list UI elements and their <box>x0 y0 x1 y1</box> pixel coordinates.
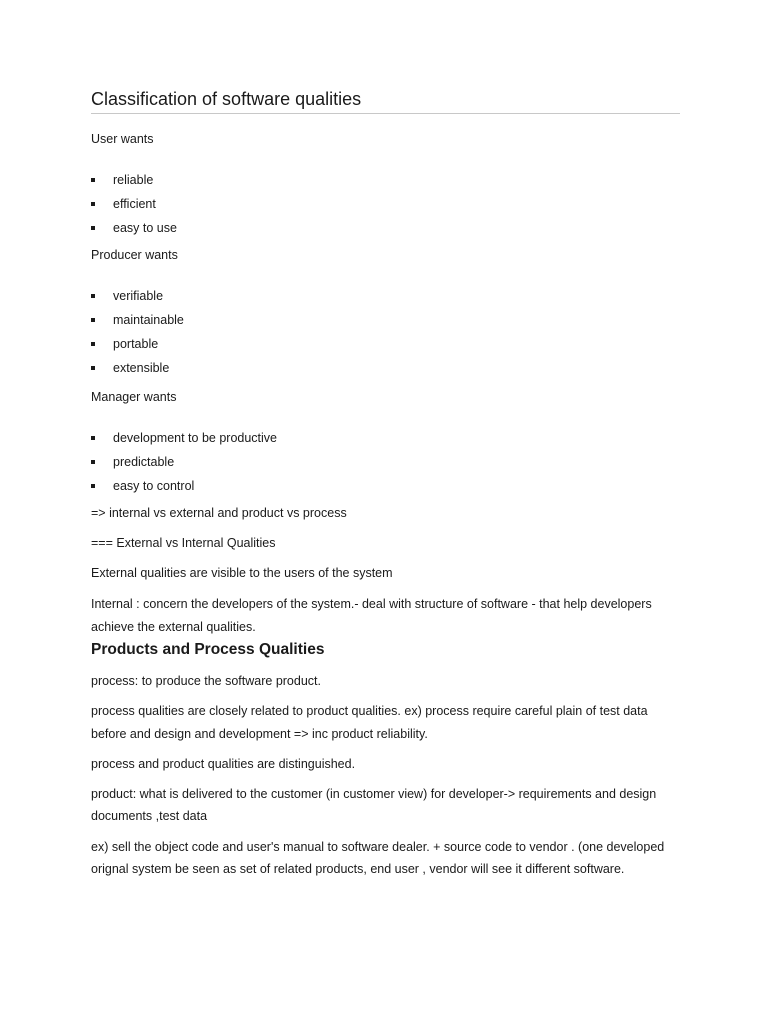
list-item-label: reliable <box>113 173 154 187</box>
title-divider <box>91 113 680 114</box>
list-item-label: development to be productive <box>113 431 277 445</box>
list-item-label: portable <box>113 337 159 351</box>
list-item-label: verifiable <box>113 289 164 303</box>
list-item-label: predictable <box>113 455 175 469</box>
paragraph-line: process qualities are closely related to product qualities. ex) process require careful plain of test data <box>91 704 648 718</box>
list-item-label: easy to use <box>113 221 177 235</box>
square-bullet-icon <box>91 484 95 488</box>
paragraph: === External vs Internal Qualities <box>91 536 276 550</box>
paragraph-line: orignal system be seen as set of related products, end user , vendor will see it different software. <box>91 862 625 876</box>
list-item-label: efficient <box>113 197 156 211</box>
list-item-label: extensible <box>113 361 170 375</box>
user-wants-label: User wants <box>91 132 154 146</box>
paragraph: process: to produce the software product. <box>91 674 321 688</box>
paragraph: => internal vs external and product vs process <box>91 506 347 520</box>
paragraph-line: documents ,test data <box>91 809 208 823</box>
square-bullet-icon <box>91 294 95 298</box>
paragraph-line: achieve the external qualities. <box>91 620 256 634</box>
paragraph: process and product qualities are distinguished. <box>91 757 356 771</box>
producer-wants-label: Producer wants <box>91 248 178 262</box>
square-bullet-icon <box>91 460 95 464</box>
paragraph-line: product: what is delivered to the customer (in customer view) for developer-> requirements and design <box>91 787 657 801</box>
list-item-label: maintainable <box>113 313 184 327</box>
square-bullet-icon <box>91 342 95 346</box>
square-bullet-icon <box>91 178 95 182</box>
paragraph-line: ex) sell the object code and user's manual to software dealer. + source code to vendor . (one developed <box>91 840 665 854</box>
page-title: Classification of software qualities <box>91 89 362 109</box>
list-item-label: easy to control <box>113 479 195 493</box>
paragraph-line: before and design and development => inc product reliability. <box>91 727 428 741</box>
square-bullet-icon <box>91 202 95 206</box>
paragraph: External qualities are visible to the users of the system <box>91 566 393 580</box>
square-bullet-icon <box>91 318 95 322</box>
paragraph-line: Internal : concern the developers of the system.- deal with structure of software - that help developers <box>91 597 652 611</box>
square-bullet-icon <box>91 226 95 230</box>
square-bullet-icon <box>91 366 95 370</box>
square-bullet-icon <box>91 436 95 440</box>
manager-wants-label: Manager wants <box>91 390 177 404</box>
section-heading: Products and Process Qualities <box>91 641 325 658</box>
